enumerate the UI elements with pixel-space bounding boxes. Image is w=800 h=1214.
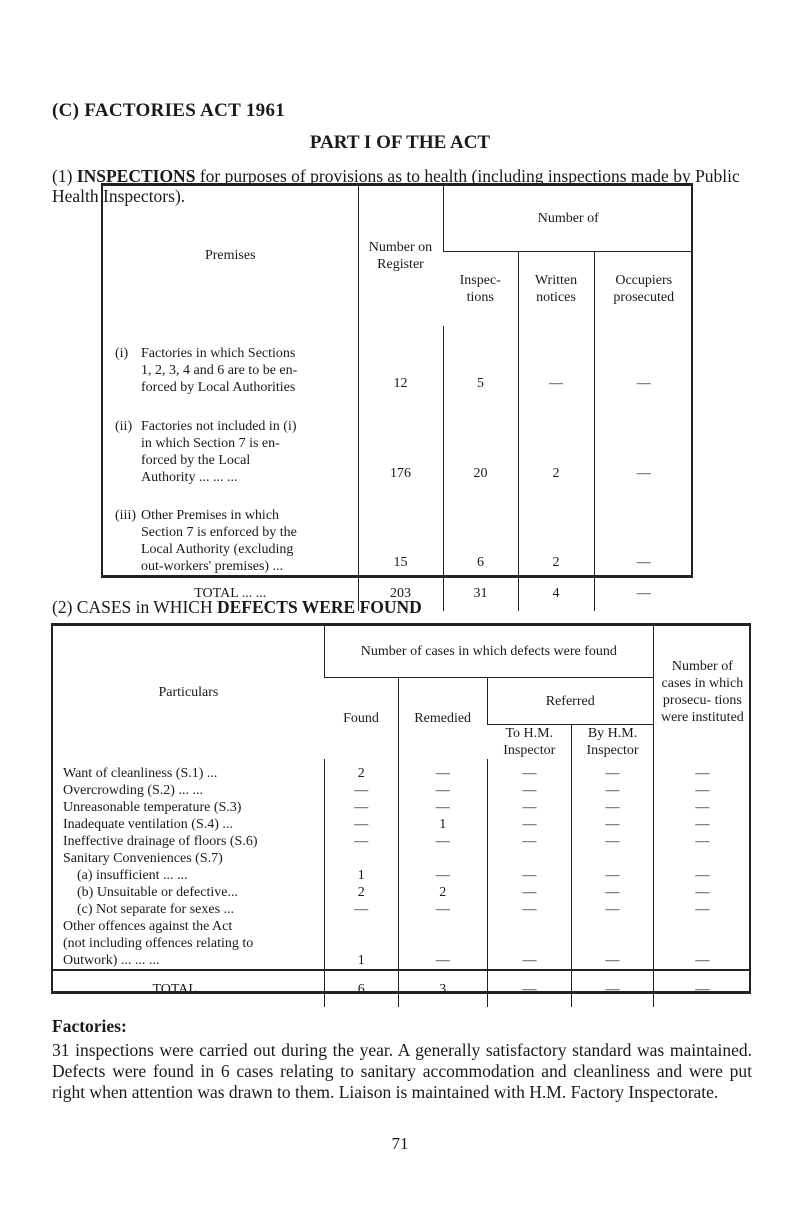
cases-plain: CASES in WHICH [76,597,213,617]
cell-pros: — [653,884,751,901]
particular-label [53,759,324,782]
cell-remedied: 1 [398,816,487,833]
table2-row [53,935,751,952]
header-inspections: Inspec- tions [443,252,518,327]
cell-written: — [518,326,594,396]
particular-label [53,833,324,850]
premise-line: Section 7 is enforced by the [141,525,297,540]
premise-line: Other Premises in which [141,508,280,523]
cell-to [487,850,572,867]
cell-found: — [324,833,398,850]
factories-text: 31 inspections were carried out during the year. A generally satisfactory standard was maintained. Defects were found in 6 cases relating to sanitary accommodation and cleanliness and were put right when attention was drawn to them. Liaison is maintained with H.M. Factory Inspectorate. [52,1040,752,1102]
cell-pros: — [653,759,751,782]
cell-to: — [487,782,572,799]
cell-remedied [398,850,487,867]
cases-num: (2) [52,597,73,617]
part-heading: PART I OF THE ACT [309,132,491,153]
premise-line: Authority ... ... ... [141,470,238,485]
particular-text: (c) Not separate for sexes ... [77,902,235,917]
cell-by [572,918,653,935]
header-number-of: Number of [443,185,693,252]
table2-row [53,816,751,833]
inspections-table [103,185,693,611]
header-premises: Premises [204,248,256,263]
cell-by: — [572,816,653,833]
total-found: 6 [324,970,398,1007]
header-written: Written notices [518,252,594,327]
premise-index: (ii) [115,419,133,434]
total-by: — [572,970,653,1007]
cell-found: — [324,816,398,833]
header-by-hm: By H.M. Inspector [572,725,653,760]
particular-label [53,850,324,867]
particular-text: Overcrowding (S.2) ... ... [63,783,203,798]
particular-label [53,782,324,799]
cell-written: 2 [518,396,594,486]
total-written: 4 [518,576,594,611]
table2-row [53,901,751,918]
cell-pros: — [653,816,751,833]
cell-to: — [487,799,572,816]
premise-line: Factories not included in (i) [141,419,297,434]
cell-inspections: 20 [443,396,518,486]
total-register: 203 [358,576,443,611]
particular-label [53,901,324,918]
cell-by: — [572,952,653,970]
inspections-rest: for purposes of provisions as to health (including inspections made by Public Health Inspectors). [52,166,740,206]
cell-remedied: — [398,833,487,850]
cell-to [487,935,572,952]
cell-to: — [487,952,572,970]
particular-label [53,918,324,935]
cell-remedied: — [398,901,487,918]
particular-text: Sanitary Conveniences (S.7) [63,851,223,866]
cell-by: — [572,901,653,918]
particular-text: Inadequate ventilation (S.4) ... [63,817,233,832]
cell-by [572,850,653,867]
premise-line: forced by Local Authorities [141,380,296,395]
header-remedied: Remedied [398,678,487,760]
cell-by: — [572,884,653,901]
table2-row [53,833,751,850]
cell-by [572,935,653,952]
page-number: 71 [391,1134,409,1153]
premise-index: (iii) [115,508,136,523]
cell-remedied: — [398,867,487,884]
cell-pros [653,918,751,935]
total-to: — [487,970,572,1007]
cell-found: — [324,799,398,816]
table2-row [53,799,751,816]
total-inspections: 31 [443,576,518,611]
total-label: TOTAL ... ... [53,970,324,1007]
premise-line: out-workers' premises) ... [141,559,284,574]
particular-label [53,799,324,816]
header-cases-found: Number of cases in which defects were found [324,625,653,678]
cell-register: 12 [358,326,443,396]
cell-inspections: 5 [443,326,518,396]
cell-remedied: — [398,759,487,782]
cell-remedied: — [398,952,487,970]
cell-by: — [572,867,653,884]
header-found: Found [324,678,398,760]
cell-prosecuted: — [594,326,693,396]
cell-pros: — [653,833,751,850]
particular-label [53,935,324,952]
cell-by: — [572,782,653,799]
cell-found: 1 [324,952,398,970]
table2-row [53,759,751,782]
premise-label [103,486,358,576]
defects-table [53,625,751,1007]
cell-register: 15 [358,486,443,576]
table1-row [103,396,693,486]
particular-text: (b) Unsuitable or defective... [77,885,238,900]
inspections-bold: INSPECTIONS [76,166,196,186]
particular-text: (not including offences relating to [63,936,254,951]
premise-line: forced by the Local [141,453,251,468]
premise-label [103,396,358,486]
cell-remedied [398,918,487,935]
table2-row [53,918,751,935]
premise-label [103,326,358,396]
cell-found: 1 [324,867,398,884]
cell-found: 2 [324,884,398,901]
total-remedied: 3 [398,970,487,1007]
cell-found [324,935,398,952]
cell-remedied: 2 [398,884,487,901]
header-prosecuted: Occupiers prosecuted [594,252,693,327]
cell-remedied [398,935,487,952]
cell-register: 176 [358,396,443,486]
table2-row [53,782,751,799]
header-prosecutions: Number of cases in which prosecu- tions were instituted [653,625,751,759]
cell-written: 2 [518,486,594,576]
cell-prosecuted: — [594,396,693,486]
cell-to: — [487,816,572,833]
cell-to: — [487,884,572,901]
premise-line: Local Authority (excluding [141,542,294,557]
cases-intro [52,597,752,617]
table2-row [53,867,751,884]
cell-pros [653,935,751,952]
cell-by: — [572,833,653,850]
cell-found: — [324,782,398,799]
cell-to: — [487,867,572,884]
header-referred: Referred [487,678,653,725]
cell-pros: — [653,952,751,970]
premise-line: Factories in which Sections [141,346,296,361]
cell-remedied: — [398,799,487,816]
table2-row [53,884,751,901]
cell-to: — [487,833,572,850]
cell-found: — [324,901,398,918]
particular-label [53,952,324,970]
table2-row [53,850,751,867]
cell-found: 2 [324,759,398,782]
cell-to: — [487,759,572,782]
cell-pros [653,850,751,867]
cell-inspections: 6 [443,486,518,576]
premise-line: 1, 2, 3, 4 and 6 are to be en- [141,363,298,378]
table1-row [103,486,693,576]
cell-to [487,918,572,935]
particular-label [53,884,324,901]
header-particulars: Particulars [158,684,219,700]
cases-bold: DEFECTS WERE FOUND [216,597,422,617]
particular-text: Other offences against the Act [63,919,233,934]
premise-line: in which Section 7 is en- [141,436,280,451]
cell-prosecuted: — [594,486,693,576]
total-label: TOTAL ... ... [103,576,358,611]
cell-pros: — [653,867,751,884]
particular-text: Unreasonable temperature (S.3) [63,800,242,815]
particular-text: Outwork) ... ... ... [63,953,160,968]
cell-found [324,850,398,867]
cell-to: — [487,901,572,918]
header-to-hm: To H.M. Inspector [487,725,572,760]
total-prosecuted: — [594,576,693,611]
factories-heading: Factories: [52,1016,127,1036]
header-register: Number on Register [358,185,443,326]
particular-text: (a) insufficient ... ... [77,868,188,883]
cell-remedied: — [398,782,487,799]
cell-pros: — [653,799,751,816]
cell-by: — [572,759,653,782]
table2-total-row [53,970,751,1007]
table2-row [53,952,751,970]
particular-text: Want of cleanliness (S.1) ... [63,766,218,781]
cell-found [324,918,398,935]
cell-pros: — [653,901,751,918]
cell-pros: — [653,782,751,799]
section-heading: (C) FACTORIES ACT 1961 [52,100,286,121]
inspections-num: (1) [52,166,73,186]
particular-text: Ineffective drainage of floors (S.6) [63,834,258,849]
total-pros: — [653,970,751,1007]
particular-label [53,867,324,884]
premise-index: (i) [115,346,129,361]
table1-row [103,326,693,396]
cell-by: — [572,799,653,816]
particular-label [53,816,324,833]
